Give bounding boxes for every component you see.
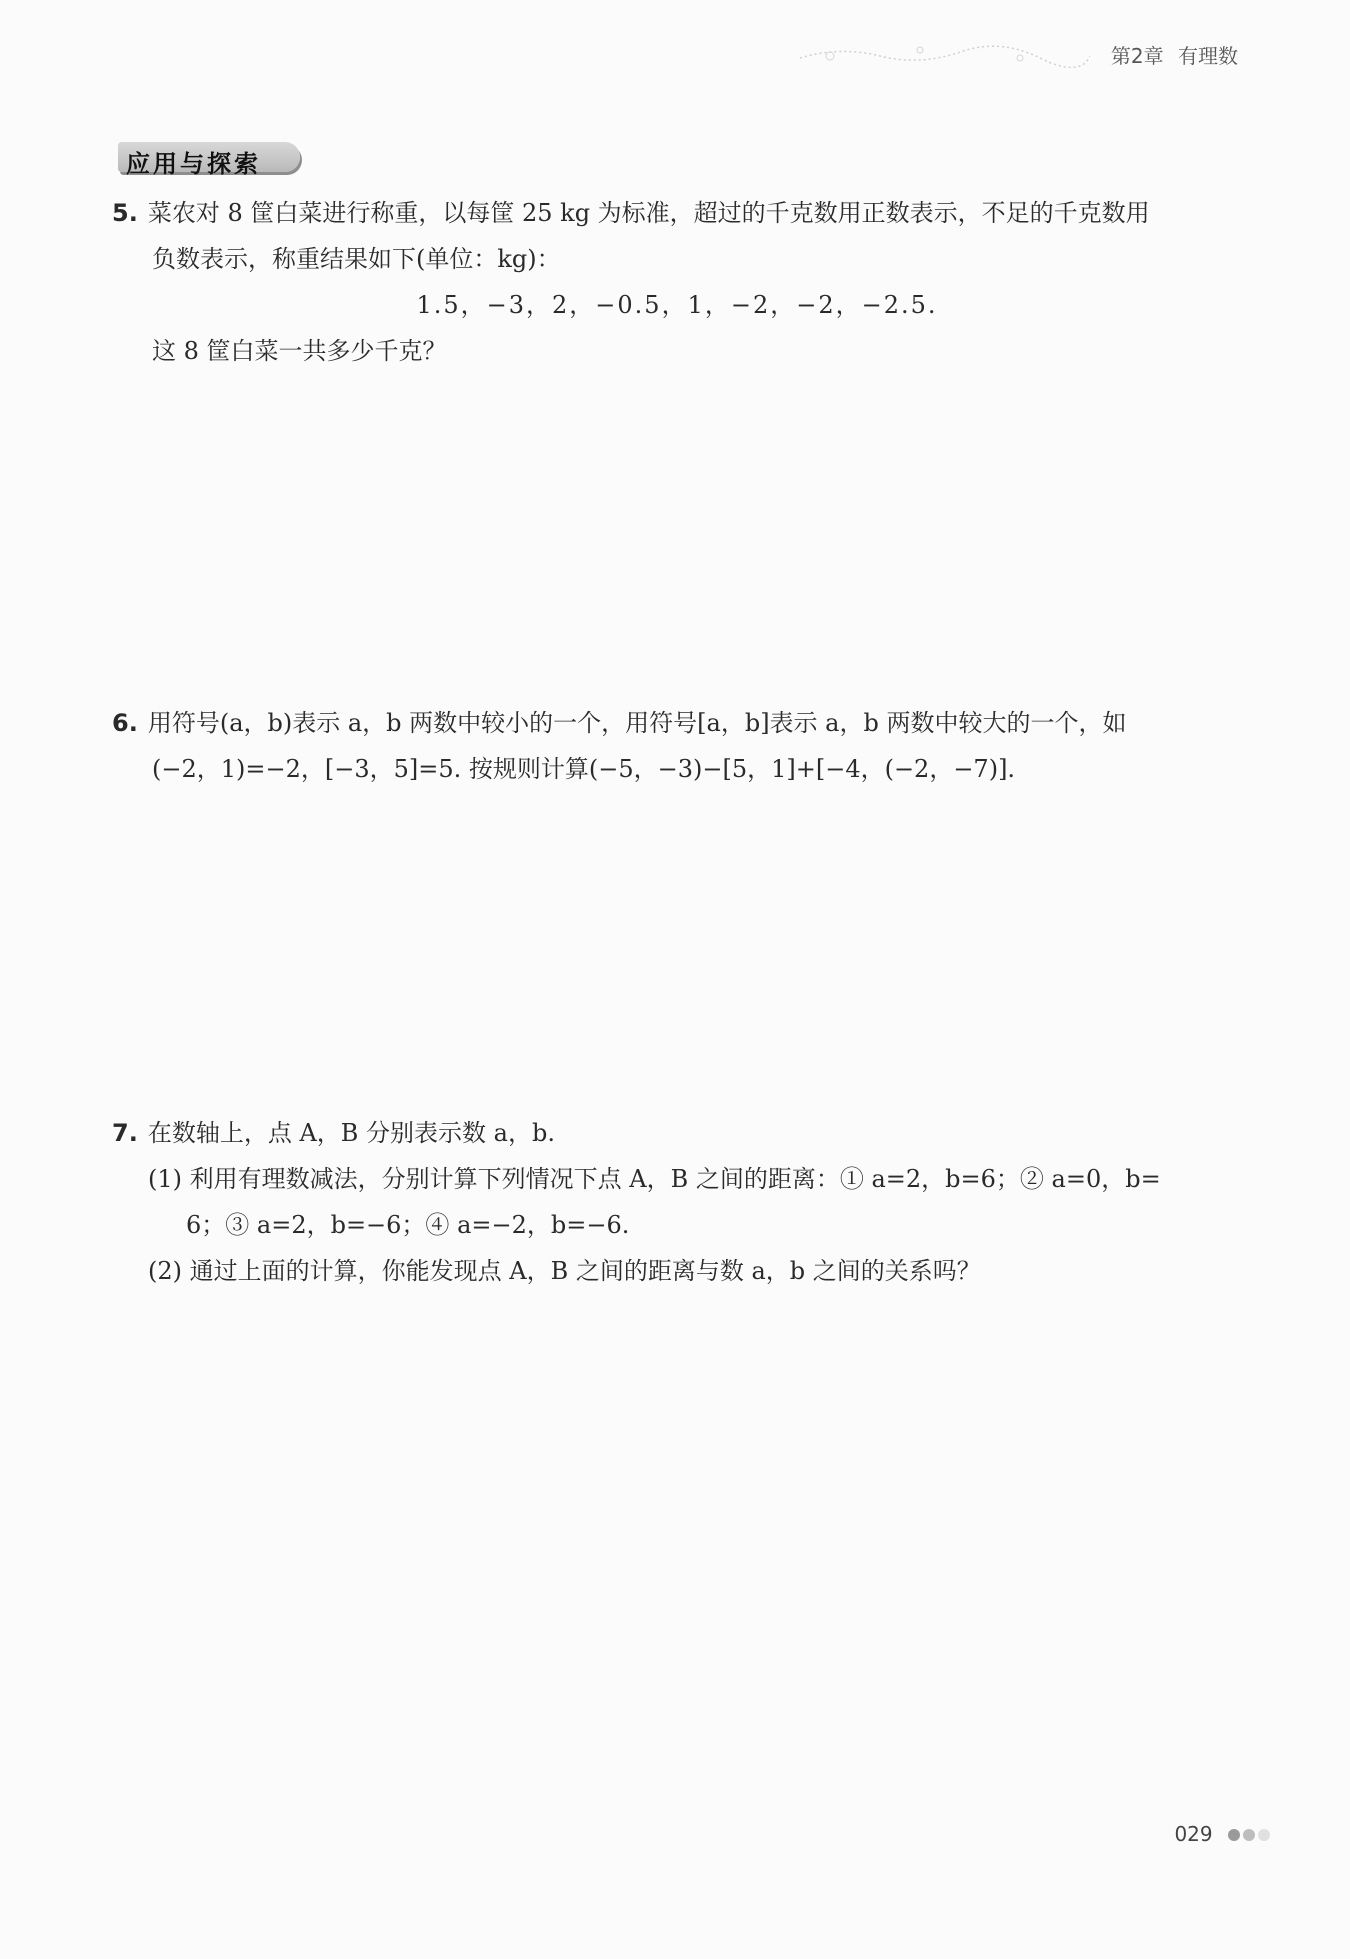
chapter-header — [1103, 40, 1238, 69]
chapter-number: 第2章 — [1110, 44, 1164, 68]
sub-question-2: (2) 通过上面的计算，你能发现点 A，B 之间的距离与数 a，b 之间的关系吗？ — [148, 1257, 981, 1285]
section-badge — [118, 138, 308, 178]
question-text: 菜农对 8 筐白菜进行称重，以每筐 25 kg 为标准，超过的千克数用正数表示，不足的千克数用 — [147, 199, 1150, 227]
header-decoration — [800, 38, 1090, 68]
sub-question-1: (1) 利用有理数减法，分别计算下列情况下点 A，B 之间的距离：① a=2，b=6；② a=0，b= — [148, 1165, 1161, 1193]
question-text: 在数轴上，点 A，B 分别表示数 a，b. — [147, 1119, 555, 1147]
question-number: 6. — [112, 709, 138, 737]
question-number: 5. — [112, 199, 138, 227]
sub-question-1-continued: 6；③ a=2，b=−6；④ a=−2，b=−6. — [186, 1211, 630, 1239]
chapter-title: 有理数 — [1178, 44, 1238, 68]
question-text: 负数表示，称重结果如下(单位：kg)： — [152, 245, 561, 273]
question-6 — [112, 700, 1242, 792]
page-number: 029 — [1174, 1822, 1213, 1846]
section-title: 应用与探索 — [126, 150, 261, 178]
data-values: 1.5，−3，2，−0.5，1，−2，−2，−2.5. — [416, 291, 938, 319]
question-text: 用符号(a，b)表示 a，b 两数中较小的一个，用符号[a，b]表示 a，b 两数中较大的一个，如 — [147, 709, 1127, 737]
question-7 — [112, 1110, 1242, 1294]
question-prompt: 这 8 筐白菜一共多少千克？ — [152, 337, 447, 365]
page-footer — [1174, 1822, 1270, 1846]
question-text: (−2，1)=−2，[−3，5]=5. 按规则计算(−5，−3)−[5，1]+[−4，(−2，−7)]. — [152, 755, 1016, 783]
question-number: 7. — [112, 1119, 138, 1147]
page-dots-icon — [1225, 1822, 1270, 1846]
question-5 — [112, 190, 1242, 374]
